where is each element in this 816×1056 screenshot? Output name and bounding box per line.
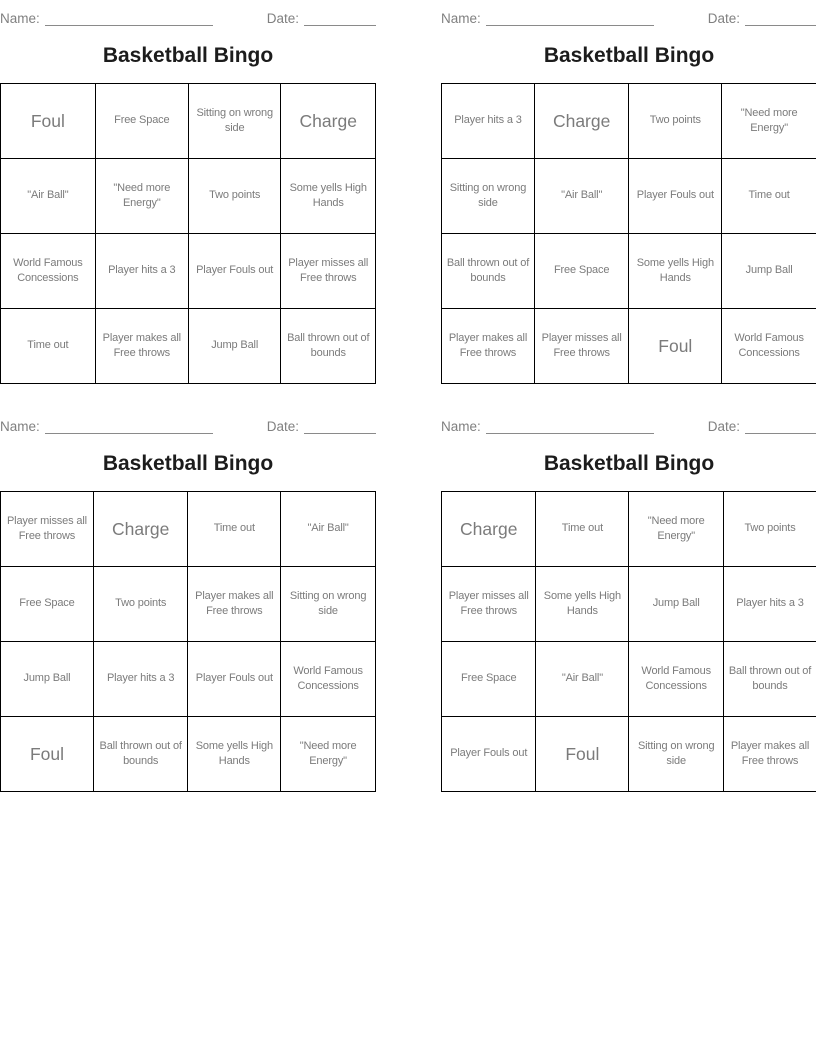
date-label: Date:: [266, 419, 299, 434]
bingo-cell: Sitting on wrong side: [442, 159, 535, 234]
bingo-row: [442, 234, 816, 309]
bingo-cell: Player hits a 3: [95, 234, 188, 309]
date-field: [708, 11, 816, 26]
bingo-cell: Charge: [93, 492, 188, 567]
meta-row: [0, 408, 376, 434]
bingo-cell: Charge: [534, 84, 628, 159]
name-blank-line: [486, 419, 654, 434]
bingo-cell: Player Fouls out: [629, 159, 722, 234]
bingo-cell: Two points: [93, 567, 188, 642]
date-blank-line: [304, 419, 376, 434]
bingo-cell: Player makes all Free throws: [442, 309, 535, 384]
name-field: [441, 419, 654, 434]
bingo-cell: Jump Ball: [722, 234, 816, 309]
bingo-cell: Foul: [1, 84, 96, 159]
date-blank-line: [745, 11, 816, 26]
name-label: Name:: [441, 419, 481, 434]
bingo-cell: Ball thrown out of bounds: [724, 642, 816, 717]
bingo-cell: Player Fouls out: [188, 234, 281, 309]
card-title: Basketball Bingo: [543, 452, 715, 475]
date-label: Date:: [266, 11, 299, 26]
bingo-card-2: [441, 0, 816, 384]
bingo-row: [442, 492, 816, 567]
bingo-row: [442, 717, 816, 792]
meta-row: [0, 0, 376, 26]
bingo-cell: World Famous Concessions: [629, 642, 724, 717]
name-blank-line: [45, 11, 213, 26]
name-blank-line: [45, 419, 213, 434]
bingo-cell: Player Fouls out: [188, 642, 281, 717]
bingo-cell: Jump Ball: [629, 567, 724, 642]
bingo-row: [1, 309, 376, 384]
bingo-cell: Free Space: [95, 84, 188, 159]
bingo-row: [1, 642, 376, 717]
bingo-cell: Sitting on wrong side: [281, 567, 376, 642]
bingo-cell: Player hits a 3: [442, 84, 535, 159]
date-field: [708, 419, 816, 434]
bingo-row: [1, 567, 376, 642]
bingo-cell: Jump Ball: [188, 309, 281, 384]
bingo-cell: "Air Ball": [1, 159, 96, 234]
bingo-cell: World Famous Concessions: [281, 642, 376, 717]
bingo-cell: Player misses all Free throws: [534, 309, 628, 384]
bingo-cell: Time out: [188, 492, 281, 567]
bingo-cell: Player makes all Free throws: [724, 717, 816, 792]
bingo-cell: Player misses all Free throws: [442, 567, 536, 642]
bingo-cell: Two points: [724, 492, 816, 567]
bingo-row: [1, 492, 376, 567]
name-label: Name:: [441, 11, 481, 26]
bingo-row: [1, 234, 376, 309]
date-label: Date:: [707, 419, 740, 434]
bingo-cell: Two points: [629, 84, 722, 159]
bingo-row: [1, 717, 376, 792]
date-blank-line: [745, 419, 816, 434]
card-title: Basketball Bingo: [543, 44, 715, 67]
bingo-cell: Player hits a 3: [724, 567, 816, 642]
bingo-cell: World Famous Concessions: [722, 309, 816, 384]
date-label: Date:: [707, 11, 740, 26]
bingo-cell: "Need more Energy": [95, 159, 188, 234]
bingo-cell: Some yells High Hands: [188, 717, 281, 792]
bingo-grid: [0, 491, 376, 792]
bingo-cell: Sitting on wrong side: [629, 717, 724, 792]
bingo-cell: Time out: [536, 492, 629, 567]
bingo-cell: "Need more Energy": [629, 492, 724, 567]
bingo-cell: "Need more Energy": [722, 84, 816, 159]
bingo-cell: Some yells High Hands: [281, 159, 376, 234]
name-blank-line: [486, 11, 654, 26]
bingo-cell: Jump Ball: [1, 642, 94, 717]
bingo-cell: "Air Ball": [536, 642, 629, 717]
bingo-cell: Some yells High Hands: [536, 567, 629, 642]
bingo-cell: Foul: [1, 717, 94, 792]
bingo-row: [442, 159, 816, 234]
bingo-grid: [0, 83, 376, 384]
bingo-cell: Player makes all Free throws: [95, 309, 188, 384]
bingo-cell: World Famous Concessions: [1, 234, 96, 309]
bingo-cell: Player misses all Free throws: [281, 234, 376, 309]
bingo-cell: Charge: [442, 492, 536, 567]
bingo-cell: Charge: [281, 84, 376, 159]
name-label: Name:: [0, 419, 40, 434]
bingo-grid: [441, 491, 816, 792]
name-label: Name:: [0, 11, 40, 26]
bingo-row: [1, 159, 376, 234]
name-field: [0, 419, 213, 434]
name-field: [441, 11, 654, 26]
bingo-cell: Time out: [722, 159, 816, 234]
meta-row: [441, 408, 816, 434]
bingo-cell: Time out: [1, 309, 96, 384]
bingo-grid: [441, 83, 816, 384]
bingo-card-3: [0, 408, 376, 792]
bingo-cell: "Air Ball": [281, 492, 376, 567]
bingo-cell: Player hits a 3: [93, 642, 188, 717]
bingo-card-1: [0, 0, 376, 384]
bingo-cell: Player misses all Free throws: [1, 492, 94, 567]
bingo-row: [442, 642, 816, 717]
card-title: Basketball Bingo: [102, 452, 274, 475]
bingo-cell: Free Space: [1, 567, 94, 642]
bingo-row: [442, 567, 816, 642]
card-title: Basketball Bingo: [102, 44, 274, 67]
bingo-cell: Player makes all Free throws: [188, 567, 281, 642]
bingo-cell: "Need more Energy": [281, 717, 376, 792]
bingo-cell: Free Space: [534, 234, 628, 309]
bingo-cell: Player Fouls out: [442, 717, 536, 792]
bingo-card-4: [441, 408, 816, 792]
bingo-cell: Foul: [629, 309, 722, 384]
bingo-cell: Ball thrown out of bounds: [93, 717, 188, 792]
bingo-cell: Ball thrown out of bounds: [442, 234, 535, 309]
bingo-cell: Free Space: [442, 642, 536, 717]
date-field: [267, 11, 376, 26]
bingo-row: [1, 84, 376, 159]
bingo-cell: Some yells High Hands: [629, 234, 722, 309]
name-field: [0, 11, 213, 26]
bingo-cell: Sitting on wrong side: [188, 84, 281, 159]
meta-row: [441, 0, 816, 26]
bingo-row: [442, 84, 816, 159]
date-blank-line: [304, 11, 376, 26]
bingo-cell: Two points: [188, 159, 281, 234]
bingo-cell: Foul: [536, 717, 629, 792]
bingo-cell: "Air Ball": [534, 159, 628, 234]
bingo-row: [442, 309, 816, 384]
date-field: [267, 419, 376, 434]
bingo-cell: Ball thrown out of bounds: [281, 309, 376, 384]
